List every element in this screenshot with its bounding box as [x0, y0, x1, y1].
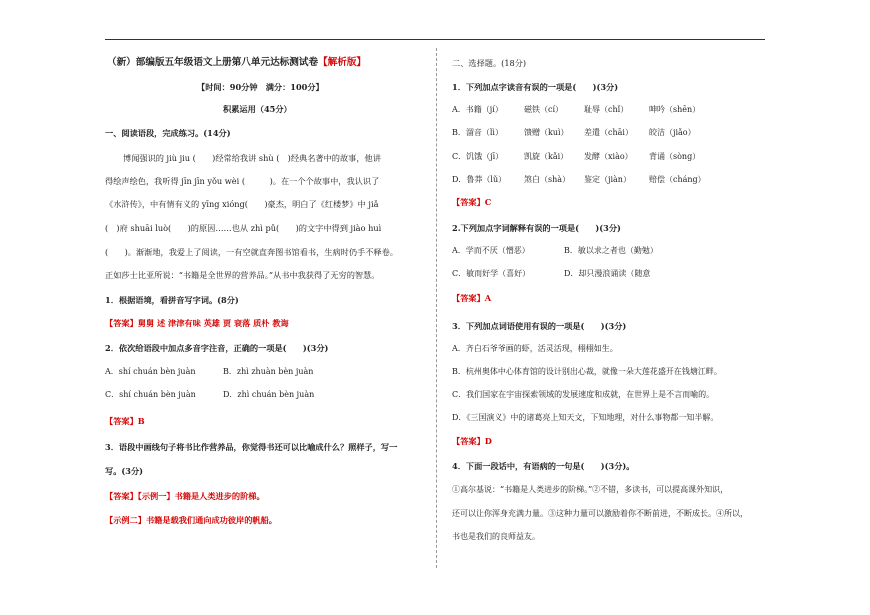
- r3-option-c: C．我们国家在宇宙探索领域的发展速度和成就，在世界上是不言而喻的。: [452, 390, 715, 399]
- reading-heading: 一、阅读语段，完成练习。(14分): [105, 128, 231, 138]
- r3-option-d: D．《三国演义》中的诸葛亮上知天文，下知地理，对什么事物都一知半解。: [452, 413, 719, 422]
- r-question-1: 1．下列加点字读音有误的一项是( )(3分): [452, 82, 619, 92]
- time-score: 【时间：90分钟 满分：100分】: [197, 82, 324, 92]
- r2-option-c: C．敏而好学（喜好）: [452, 269, 531, 278]
- title-text: （新）部编版五年级语文上册第八单元达标测试卷: [107, 57, 319, 68]
- option-b: B．zhì zhuàn bèn juàn: [223, 367, 314, 376]
- answer-2: 【答案】B: [105, 416, 145, 426]
- r-question-4: 4．下面一段话中，有语病的一句是( )(3分)。: [452, 461, 635, 471]
- answer-3-example-2: 【示例二】书籍是载我们通向成功彼岸的帆船。: [105, 515, 277, 525]
- r-question-2: 2.下列加点字词解释有误的一项是( )(3分): [452, 223, 621, 233]
- r1-c-4: 背诵（sòng）: [649, 152, 701, 161]
- passage-line: ( )府 shuāi luò( )的原因……也从 zhì pǔ( )的文字中得到 jiào huì: [105, 223, 382, 233]
- section-choice: 二、选择题。(18分): [452, 58, 527, 68]
- answer-1: 【答案】舅舅 述 津津有味 英雄 贾 衰落 质朴 教诲: [105, 318, 289, 328]
- option-d: D．zhì chuán bèn juàn: [223, 390, 315, 399]
- answer-3-example-1: 【答案】【示例一】书籍是人类进步的阶梯。: [105, 491, 265, 501]
- r4-text-line: 书也是我们的良师益友。: [452, 532, 540, 541]
- r1-a-3: 耻辱（chǐ）: [584, 105, 629, 114]
- r1-d-4: 赔偿（cháng）: [649, 175, 706, 184]
- r1-a-4: 呻吟（shēn）: [649, 105, 701, 114]
- r3-option-a: A．齐白石爷爷画的虾，活灵活现，栩栩如生。: [452, 344, 618, 353]
- question-3: 3．语段中画线句子将书比作营养品，你觉得书还可以比喻成什么？照样子，写一: [105, 442, 398, 452]
- r3-option-b: B．杭州奥体中心体育馆的设计别出心裁，就像一朵大莲花盛开在钱塘江畔。: [452, 367, 722, 376]
- option-c: C．shí chuán bèn juàn: [105, 390, 196, 399]
- passage-line: 得绘声绘色，我听得 jīn jīn yǒu wèi ( )。在一个个故事中，我认识了: [105, 176, 380, 186]
- r1-b-4: 皎洁（jiǎo）: [649, 128, 696, 137]
- top-rule: [105, 39, 765, 40]
- page-title: [107, 57, 366, 69]
- section-accumulation: 积累运用（45分）: [223, 104, 292, 114]
- r2-option-b: B．敏以求之者也（勤勉）: [564, 246, 658, 255]
- column-divider: [436, 48, 437, 568]
- r1-b-2: 馈赠（kuì）: [524, 128, 569, 137]
- title-tag: 【解析版】: [318, 57, 367, 68]
- r2-option-a: A．学而不厌（憎恶）: [452, 246, 530, 255]
- r1-c-2: 凯旋（kǎi）: [524, 152, 569, 161]
- r-question-3: 3．下列加点词语使用有误的一项是( )(3分): [452, 321, 627, 331]
- r4-text-line: 还可以让你浑身充满力量。③这种力量可以激励着你不断前进，不断成长。④所以，: [452, 509, 748, 518]
- r1-a-1: A．书籍（jí）: [452, 105, 503, 114]
- r-answer-2: 【答案】A: [452, 293, 492, 303]
- question-1: 1．根据语境，看拼音写字词。(8分): [105, 295, 239, 305]
- question-3-cont: 写。(3分): [105, 466, 144, 476]
- r1-c-1: C．饥饿（jī）: [452, 152, 504, 161]
- r1-d-1: D．鲁莽（lǔ）: [452, 175, 507, 184]
- passage-line: 正如莎士比亚所说：“书籍是全世界的营养品。”从书中我获得了无穷的智慧。: [105, 270, 380, 280]
- r4-text-line: ①高尔基说：“书籍是人类进步的阶梯。”②不错，多读书，可以提高课外知识，: [452, 485, 729, 494]
- passage-line: ( )。渐渐地，我爱上了阅读，一有空就直奔图书馆看书，生病时仍手不释卷。: [105, 247, 398, 257]
- passage-line: 博闻强识的 jiù jiu ( )经常给我讲 shù ( )经典名著中的故事，他讲: [123, 153, 381, 163]
- r1-b-3: 差遣（chāi）: [584, 128, 633, 137]
- option-a: A．shí chuán bèn juàn: [105, 367, 196, 376]
- passage-line: 《水浒传》，中有情有义的 yīng xióng( )豪杰，明白了《红楼梦》中 jiǎ: [105, 199, 379, 209]
- question-2: 2．依次给语段中加点多音字注音，正确的一项是( )(3分): [105, 343, 329, 353]
- r1-b-1: B．溜音（lì）: [452, 128, 503, 137]
- r1-d-3: 鉴定（jiàn）: [584, 175, 631, 184]
- r-answer-3: 【答案】D: [452, 436, 492, 446]
- r2-option-d: D．却只漫浪诵读（随意: [564, 269, 651, 278]
- r1-d-2: 煞白（shà）: [524, 175, 571, 184]
- r1-c-3: 发酵（xiào）: [584, 152, 633, 161]
- r1-a-2: 磁铁（cí）: [524, 105, 564, 114]
- r-answer-1: 【答案】C: [452, 197, 492, 207]
